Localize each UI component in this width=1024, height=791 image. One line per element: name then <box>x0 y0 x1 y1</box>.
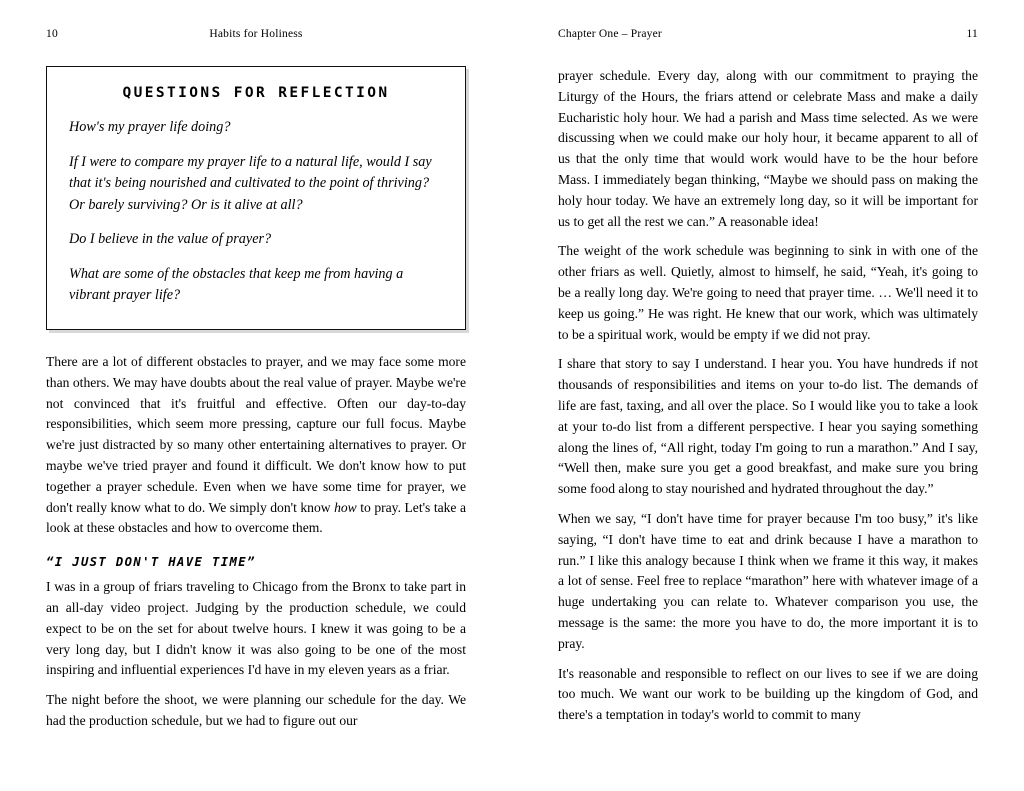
body-paragraph: I share that story to say I understand. I hear you. You have hundreds if not thousands of responsibilities and items on your to-do list. The demands of life are fast, taxing, and all over the place. So I would like you to take a look at your to-do list from a different perspective. I hear you saying something along the lines of, “All right, today I'm going to run a marathon.” And I say, “Well then, make sure you get a good breakfast, and make sure you bring some food along to stay nourished and hydrated throughout the day.” <box>558 356 978 497</box>
right-running-head <box>558 28 978 50</box>
body-paragraph: It's reasonable and responsible to reflect on our lives to see if we are doing too much. We want our work to be building up the kingdom of God, and there's a temptation in today's world to commit to many <box>558 665 978 723</box>
reflection-question: What are some of the obstacles that keep me from having a vibrant prayer life? <box>69 265 404 304</box>
questions-for-reflection-box <box>46 66 466 330</box>
reflection-question: Do I believe in the value of prayer? <box>69 231 272 248</box>
section-subheading: “I JUST DON'T HAVE TIME” <box>46 555 256 570</box>
left-running-head <box>46 28 466 50</box>
body-paragraph: The night before the shoot, we were planning our schedule for the day. We had the production schedule, but we had to figure out our <box>46 692 466 728</box>
body-paragraph: The weight of the work schedule was beginning to sink in with one of the other friars as well. Quietly, almost to himself, he said, “Yeah, it's going to be a really long day. We're going to need that prayer time. … We'll need it to keep us going.” He was right. He knew that our work, which was ultimately to be a spiritual work, would be empty if we did not pray. <box>558 243 978 342</box>
right-running-head-title: Chapter One – Prayer <box>558 28 662 40</box>
body-paragraph: prayer schedule. Every day, along with our commitment to praying the Liturgy of the Hours, the friars attend or celebrate Mass and make a daily Eucharistic holy hour. We had a parish and Mass time selected. As we were discussing when we could make our holy hour, it became apparent to all of us that the only time that would work would have to be the hour before Mass. I immediately began thinking, “Maybe we should pass on making the holy hour today. We have an extremely long day, so it will be important for us to get all the rest we can.” A reasonable idea! <box>558 68 978 229</box>
left-page-number: 10 <box>46 28 58 40</box>
body-paragraph: I was in a group of friars traveling to Chicago from the Bronx to take part in an all-day video project. Judging by the production schedule, we could expect to be on the set for about twelve hours. I knew it was going to be a very long day, but I didn't know it was also going to be one of the most inspiring and influential experiences I'd have in my eleven years as a friar. <box>46 579 466 678</box>
left-running-head-title: Habits for Holiness <box>209 28 303 40</box>
right-page-number: 11 <box>966 28 978 40</box>
body-paragraph: There are a lot of different obstacles to prayer, and we may face some more than others. We may have doubts about the real value of prayer. Maybe we're not convinced that it's fruitful and effective. Often our day-to-day responsibilities, which seem more pressing, capture our full focus. Maybe we're just distracted by so many other entertaining alternatives to prayer. Or maybe we've tried prayer and found it difficult. We don't know how to put together a prayer schedule. Even when we have some time for prayer, we don't really know what to do. We simply don't know how to pray. Let's take a look at these obstacles and how to overcome them. <box>46 354 466 536</box>
body-paragraph: When we say, “I don't have time for prayer because I'm too busy,” it's like saying, “I don't have time to eat and drink because I have a marathon to run.” I like this analogy because I think when we frame it this way, it makes a lot of sense. Feel free to replace “marathon” here with whatever image of a huge undertaking you can relate to. Whatever comparison you use, the message is the same: the more you have to do, the more important it is to pray. <box>558 510 978 651</box>
callout-title: QUESTIONS FOR REFLECTION <box>122 85 390 101</box>
right-page <box>512 0 1024 791</box>
reflection-question: If I were to compare my prayer life to a natural life, would I say that it's being nourished and cultivated to the point of thriving? Or barely surviving? Or is it alive at all? <box>69 153 432 213</box>
reflection-question: How's my prayer life doing? <box>69 119 231 135</box>
